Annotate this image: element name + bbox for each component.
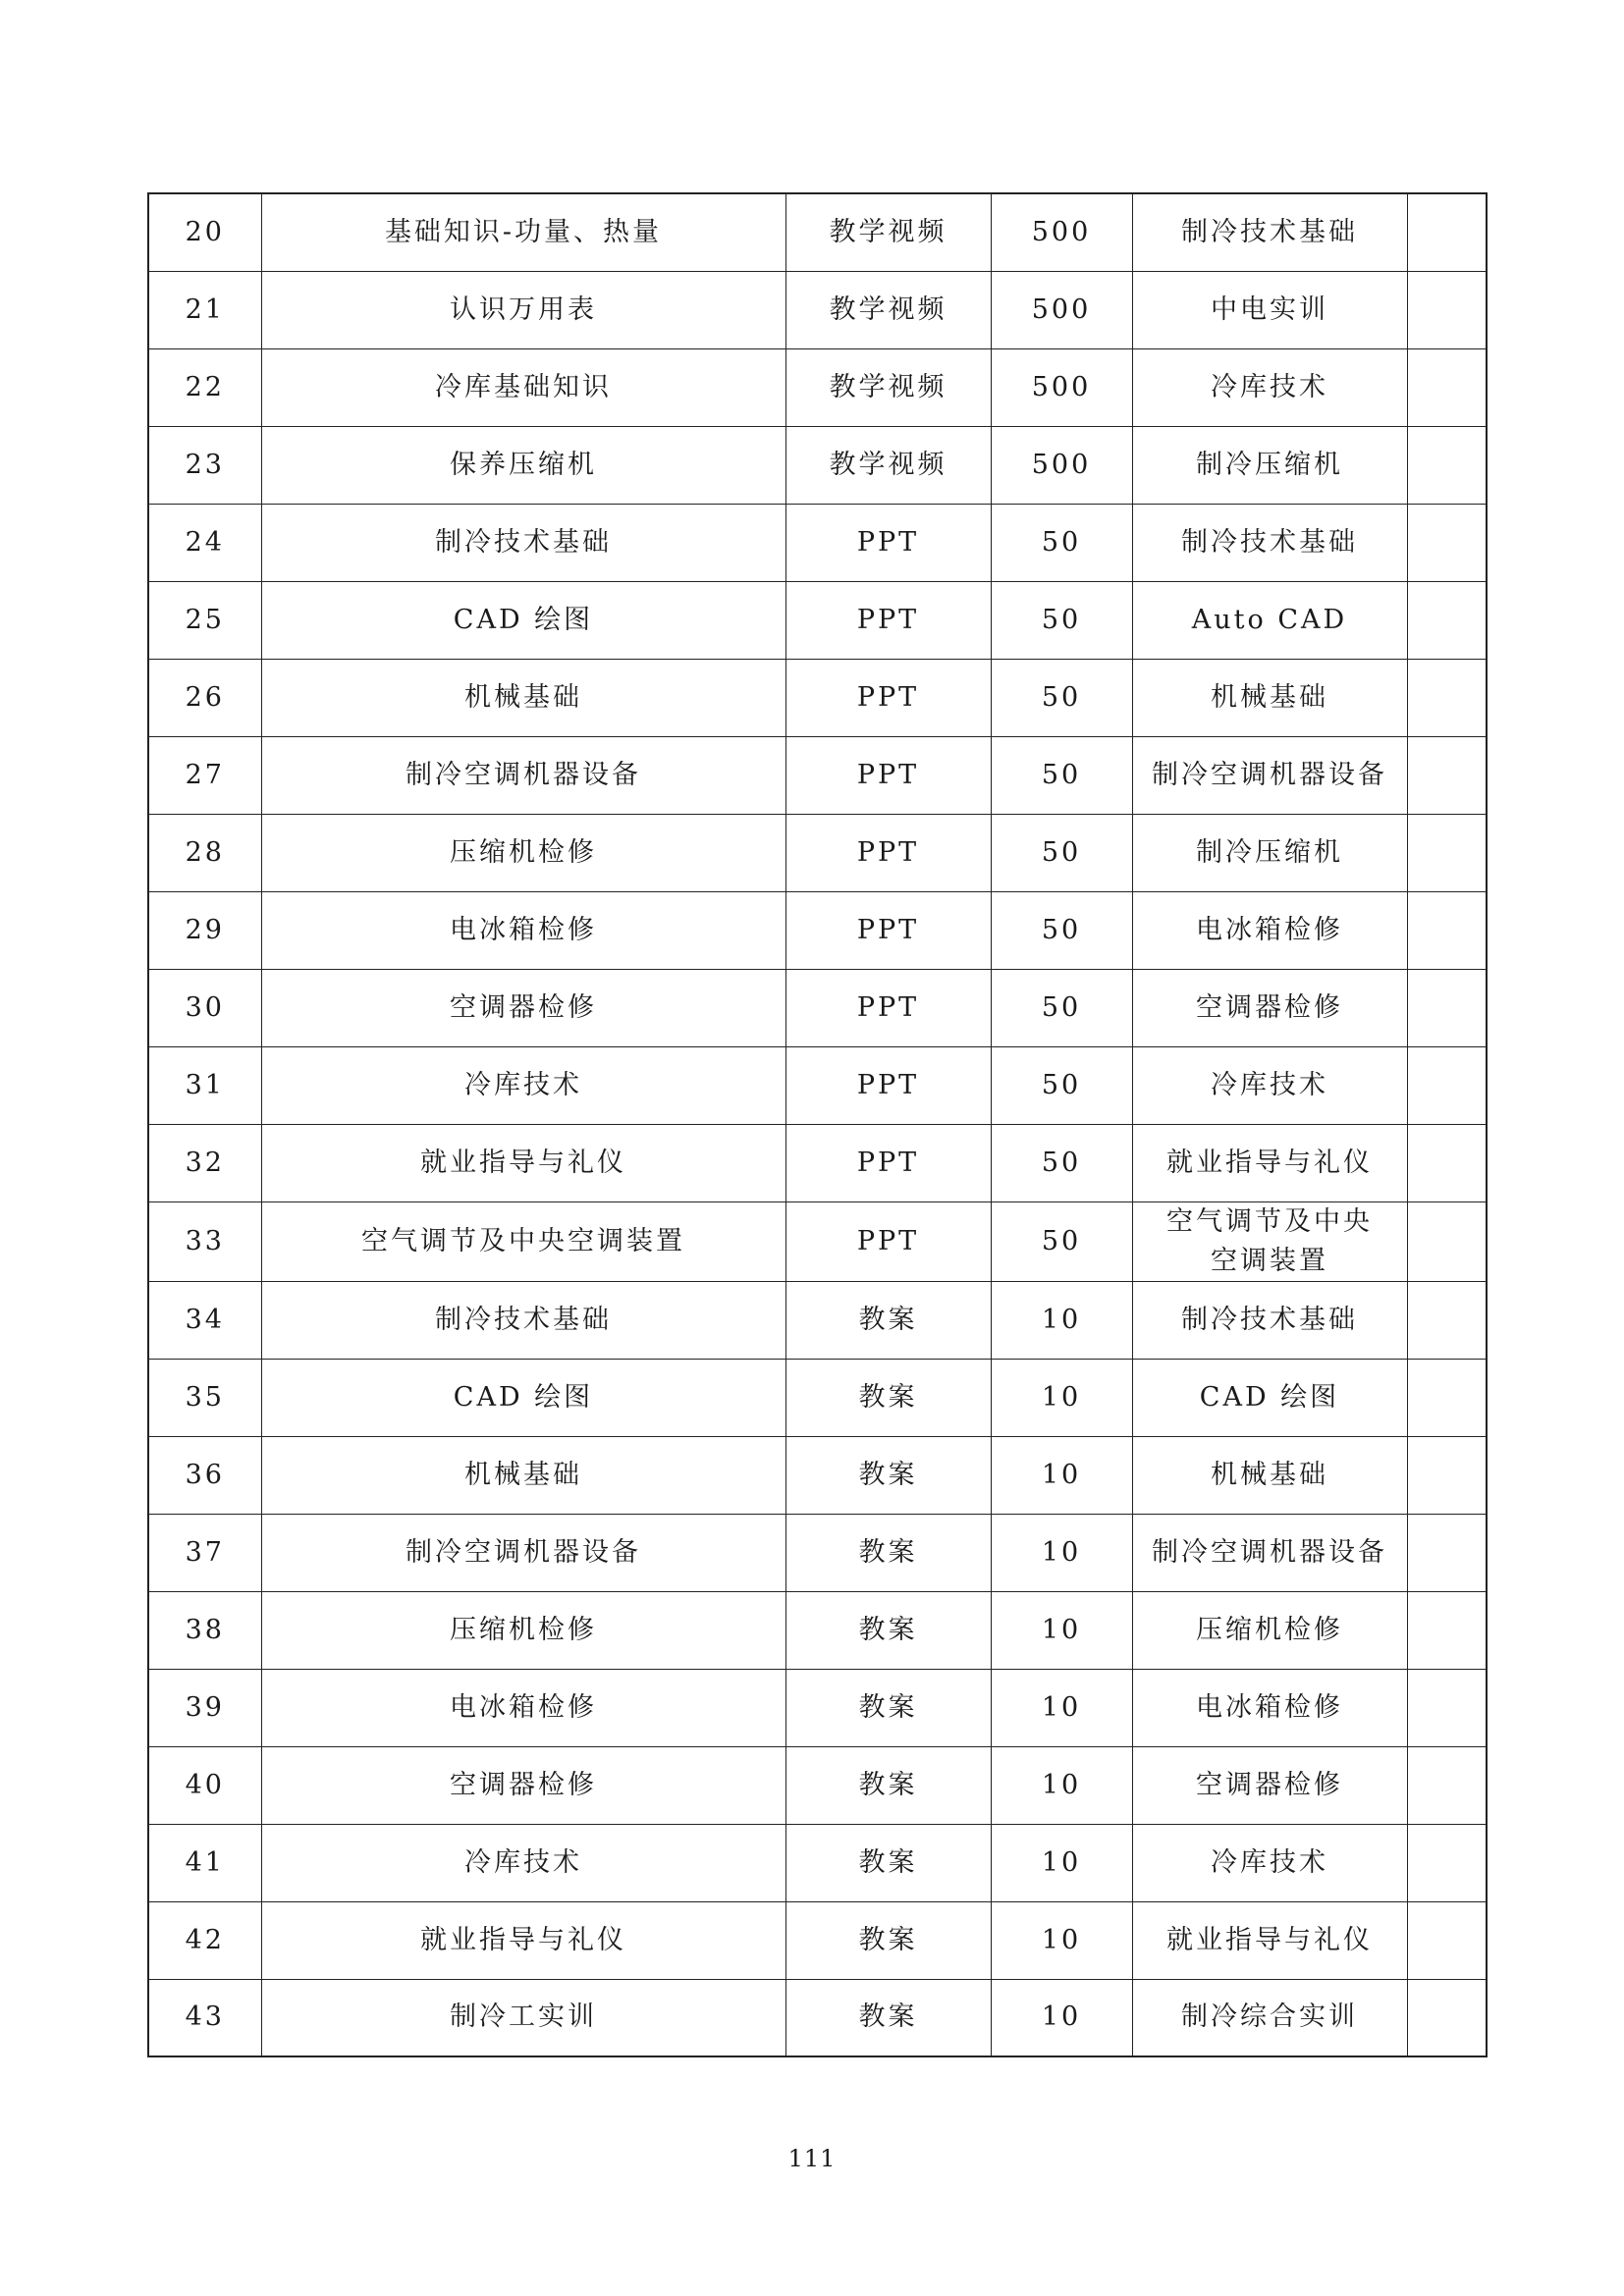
cell-resource-type: 教案 — [785, 1281, 991, 1359]
table-row — [148, 581, 1487, 659]
cell-quantity: 500 — [991, 271, 1132, 348]
cell-resource-name: 空气调节及中央空调装置 — [261, 1201, 785, 1281]
cell-quantity: 50 — [991, 1046, 1132, 1124]
cell-quantity: 50 — [991, 581, 1132, 659]
cell-note — [1407, 581, 1487, 659]
table-row — [148, 348, 1487, 426]
table-row — [148, 1901, 1487, 1979]
table-row — [148, 1591, 1487, 1669]
cell-note — [1407, 426, 1487, 504]
table-row — [148, 1124, 1487, 1201]
cell-number: 25 — [148, 581, 261, 659]
cell-resource-type: 教学视频 — [785, 426, 991, 504]
cell-note — [1407, 1824, 1487, 1901]
cell-resource-type: PPT — [785, 891, 991, 969]
table-row — [148, 736, 1487, 814]
cell-number: 22 — [148, 348, 261, 426]
cell-quantity: 50 — [991, 1124, 1132, 1201]
cell-course: 机械基础 — [1132, 1436, 1407, 1514]
table-row — [148, 969, 1487, 1046]
cell-course: CAD 绘图 — [1132, 1359, 1407, 1436]
cell-quantity: 10 — [991, 1746, 1132, 1824]
cell-quantity: 500 — [991, 193, 1132, 271]
cell-number: 24 — [148, 504, 261, 581]
cell-quantity: 500 — [991, 348, 1132, 426]
cell-resource-type: 教案 — [785, 1824, 991, 1901]
cell-resource-type: PPT — [785, 1201, 991, 1281]
cell-note — [1407, 1046, 1487, 1124]
cell-note — [1407, 1746, 1487, 1824]
cell-note — [1407, 1514, 1487, 1591]
cell-resource-type: 教案 — [785, 1359, 991, 1436]
cell-number: 23 — [148, 426, 261, 504]
cell-resource-name: 制冷工实训 — [261, 1979, 785, 2056]
cell-number: 20 — [148, 193, 261, 271]
cell-number: 34 — [148, 1281, 261, 1359]
cell-course: 压缩机检修 — [1132, 1591, 1407, 1669]
cell-quantity: 50 — [991, 504, 1132, 581]
cell-note — [1407, 1359, 1487, 1436]
cell-note — [1407, 1979, 1487, 2056]
cell-resource-type: PPT — [785, 814, 991, 891]
cell-quantity: 10 — [991, 1359, 1132, 1436]
cell-number: 40 — [148, 1746, 261, 1824]
cell-resource-name: 制冷空调机器设备 — [261, 1514, 785, 1591]
resource-table — [147, 192, 1488, 2057]
cell-course: 电冰箱检修 — [1132, 891, 1407, 969]
cell-course: 制冷综合实训 — [1132, 1979, 1407, 2056]
cell-note — [1407, 1591, 1487, 1669]
cell-number: 41 — [148, 1824, 261, 1901]
table-row — [148, 1669, 1487, 1746]
cell-number: 43 — [148, 1979, 261, 2056]
table-row — [148, 504, 1487, 581]
cell-quantity: 10 — [991, 1514, 1132, 1591]
cell-note — [1407, 271, 1487, 348]
cell-note — [1407, 348, 1487, 426]
table-row — [148, 814, 1487, 891]
cell-resource-name: 保养压缩机 — [261, 426, 785, 504]
cell-number: 39 — [148, 1669, 261, 1746]
cell-number: 30 — [148, 969, 261, 1046]
cell-number: 37 — [148, 1514, 261, 1591]
table-row — [148, 1824, 1487, 1901]
cell-quantity: 10 — [991, 1824, 1132, 1901]
cell-resource-name: 冷库技术 — [261, 1046, 785, 1124]
cell-course: 中电实训 — [1132, 271, 1407, 348]
cell-resource-type: 教学视频 — [785, 348, 991, 426]
cell-note — [1407, 1669, 1487, 1746]
cell-course: 制冷压缩机 — [1132, 814, 1407, 891]
cell-note — [1407, 969, 1487, 1046]
cell-resource-name: 机械基础 — [261, 659, 785, 736]
cell-resource-type: 教案 — [785, 1901, 991, 1979]
cell-course: 制冷技术基础 — [1132, 1281, 1407, 1359]
cell-quantity: 50 — [991, 814, 1132, 891]
cell-course: 冷库技术 — [1132, 1046, 1407, 1124]
cell-course: 空调器检修 — [1132, 1746, 1407, 1824]
cell-number: 42 — [148, 1901, 261, 1979]
table-row — [148, 1281, 1487, 1359]
table-row — [148, 1746, 1487, 1824]
cell-course: 机械基础 — [1132, 659, 1407, 736]
cell-note — [1407, 193, 1487, 271]
cell-course: 冷库技术 — [1132, 348, 1407, 426]
cell-quantity: 10 — [991, 1591, 1132, 1669]
cell-course: 制冷技术基础 — [1132, 504, 1407, 581]
cell-resource-name: 压缩机检修 — [261, 814, 785, 891]
table-row — [148, 426, 1487, 504]
table-row — [148, 659, 1487, 736]
cell-course: 制冷空调机器设备 — [1132, 736, 1407, 814]
cell-number: 21 — [148, 271, 261, 348]
cell-resource-type: 教学视频 — [785, 271, 991, 348]
cell-resource-name: 基础知识-功量、热量 — [261, 193, 785, 271]
cell-resource-type: 教案 — [785, 1436, 991, 1514]
cell-number: 31 — [148, 1046, 261, 1124]
table-row — [148, 1201, 1487, 1281]
table-row — [148, 1359, 1487, 1436]
cell-course: 空气调节及中央空调装置 — [1132, 1201, 1407, 1281]
cell-number: 36 — [148, 1436, 261, 1514]
cell-resource-name: CAD 绘图 — [261, 581, 785, 659]
cell-resource-name: 就业指导与礼仪 — [261, 1124, 785, 1201]
cell-resource-name: 冷库技术 — [261, 1824, 785, 1901]
cell-course: 电冰箱检修 — [1132, 1669, 1407, 1746]
cell-number: 26 — [148, 659, 261, 736]
cell-note — [1407, 1201, 1487, 1281]
cell-course: Auto CAD — [1132, 581, 1407, 659]
cell-course: 就业指导与礼仪 — [1132, 1901, 1407, 1979]
cell-quantity: 50 — [991, 1201, 1132, 1281]
cell-resource-type: 教案 — [785, 1979, 991, 2056]
cell-resource-type: PPT — [785, 969, 991, 1046]
cell-resource-type: PPT — [785, 736, 991, 814]
cell-quantity: 10 — [991, 1669, 1132, 1746]
cell-quantity: 10 — [991, 1901, 1132, 1979]
cell-resource-type: 教案 — [785, 1669, 991, 1746]
cell-note — [1407, 1281, 1487, 1359]
cell-resource-name: 冷库基础知识 — [261, 348, 785, 426]
cell-note — [1407, 1901, 1487, 1979]
cell-resource-type: 教案 — [785, 1514, 991, 1591]
cell-resource-type: 教案 — [785, 1591, 991, 1669]
table-row — [148, 271, 1487, 348]
cell-note — [1407, 504, 1487, 581]
cell-quantity: 50 — [991, 659, 1132, 736]
cell-quantity: 10 — [991, 1436, 1132, 1514]
cell-note — [1407, 891, 1487, 969]
cell-resource-name: 机械基础 — [261, 1436, 785, 1514]
cell-number: 32 — [148, 1124, 261, 1201]
cell-number: 35 — [148, 1359, 261, 1436]
cell-course: 就业指导与礼仪 — [1132, 1124, 1407, 1201]
cell-note — [1407, 1436, 1487, 1514]
table-row — [148, 891, 1487, 969]
cell-resource-type: PPT — [785, 581, 991, 659]
cell-number: 29 — [148, 891, 261, 969]
cell-quantity: 50 — [991, 891, 1132, 969]
table-body — [148, 193, 1487, 2056]
cell-resource-name: 电冰箱检修 — [261, 891, 785, 969]
cell-resource-name: CAD 绘图 — [261, 1359, 785, 1436]
cell-note — [1407, 814, 1487, 891]
cell-course: 制冷压缩机 — [1132, 426, 1407, 504]
cell-note — [1407, 736, 1487, 814]
cell-number: 28 — [148, 814, 261, 891]
cell-number: 27 — [148, 736, 261, 814]
cell-course: 冷库技术 — [1132, 1824, 1407, 1901]
cell-number: 33 — [148, 1201, 261, 1281]
cell-course: 制冷技术基础 — [1132, 193, 1407, 271]
cell-resource-name: 制冷技术基础 — [261, 504, 785, 581]
cell-course: 空调器检修 — [1132, 969, 1407, 1046]
cell-resource-type: PPT — [785, 1124, 991, 1201]
cell-resource-name: 电冰箱检修 — [261, 1669, 785, 1746]
table-row — [148, 1046, 1487, 1124]
cell-resource-name: 制冷技术基础 — [261, 1281, 785, 1359]
table-row — [148, 193, 1487, 271]
cell-note — [1407, 1124, 1487, 1201]
table-row — [148, 1514, 1487, 1591]
cell-note — [1407, 659, 1487, 736]
cell-quantity: 10 — [991, 1281, 1132, 1359]
cell-quantity: 50 — [991, 736, 1132, 814]
cell-resource-type: PPT — [785, 659, 991, 736]
cell-resource-name: 空调器检修 — [261, 1746, 785, 1824]
cell-course: 制冷空调机器设备 — [1132, 1514, 1407, 1591]
cell-quantity: 10 — [991, 1979, 1132, 2056]
page-number: 111 — [787, 2145, 837, 2172]
cell-number: 38 — [148, 1591, 261, 1669]
cell-quantity: 500 — [991, 426, 1132, 504]
cell-resource-type: PPT — [785, 1046, 991, 1124]
cell-resource-name: 压缩机检修 — [261, 1591, 785, 1669]
table-row — [148, 1436, 1487, 1514]
cell-resource-name: 空调器检修 — [261, 969, 785, 1046]
cell-resource-type: 教学视频 — [785, 193, 991, 271]
cell-resource-name: 认识万用表 — [261, 271, 785, 348]
cell-resource-name: 制冷空调机器设备 — [261, 736, 785, 814]
table-row — [148, 1979, 1487, 2056]
cell-resource-type: PPT — [785, 504, 991, 581]
cell-resource-type: 教案 — [785, 1746, 991, 1824]
cell-resource-name: 就业指导与礼仪 — [261, 1901, 785, 1979]
cell-quantity: 50 — [991, 969, 1132, 1046]
